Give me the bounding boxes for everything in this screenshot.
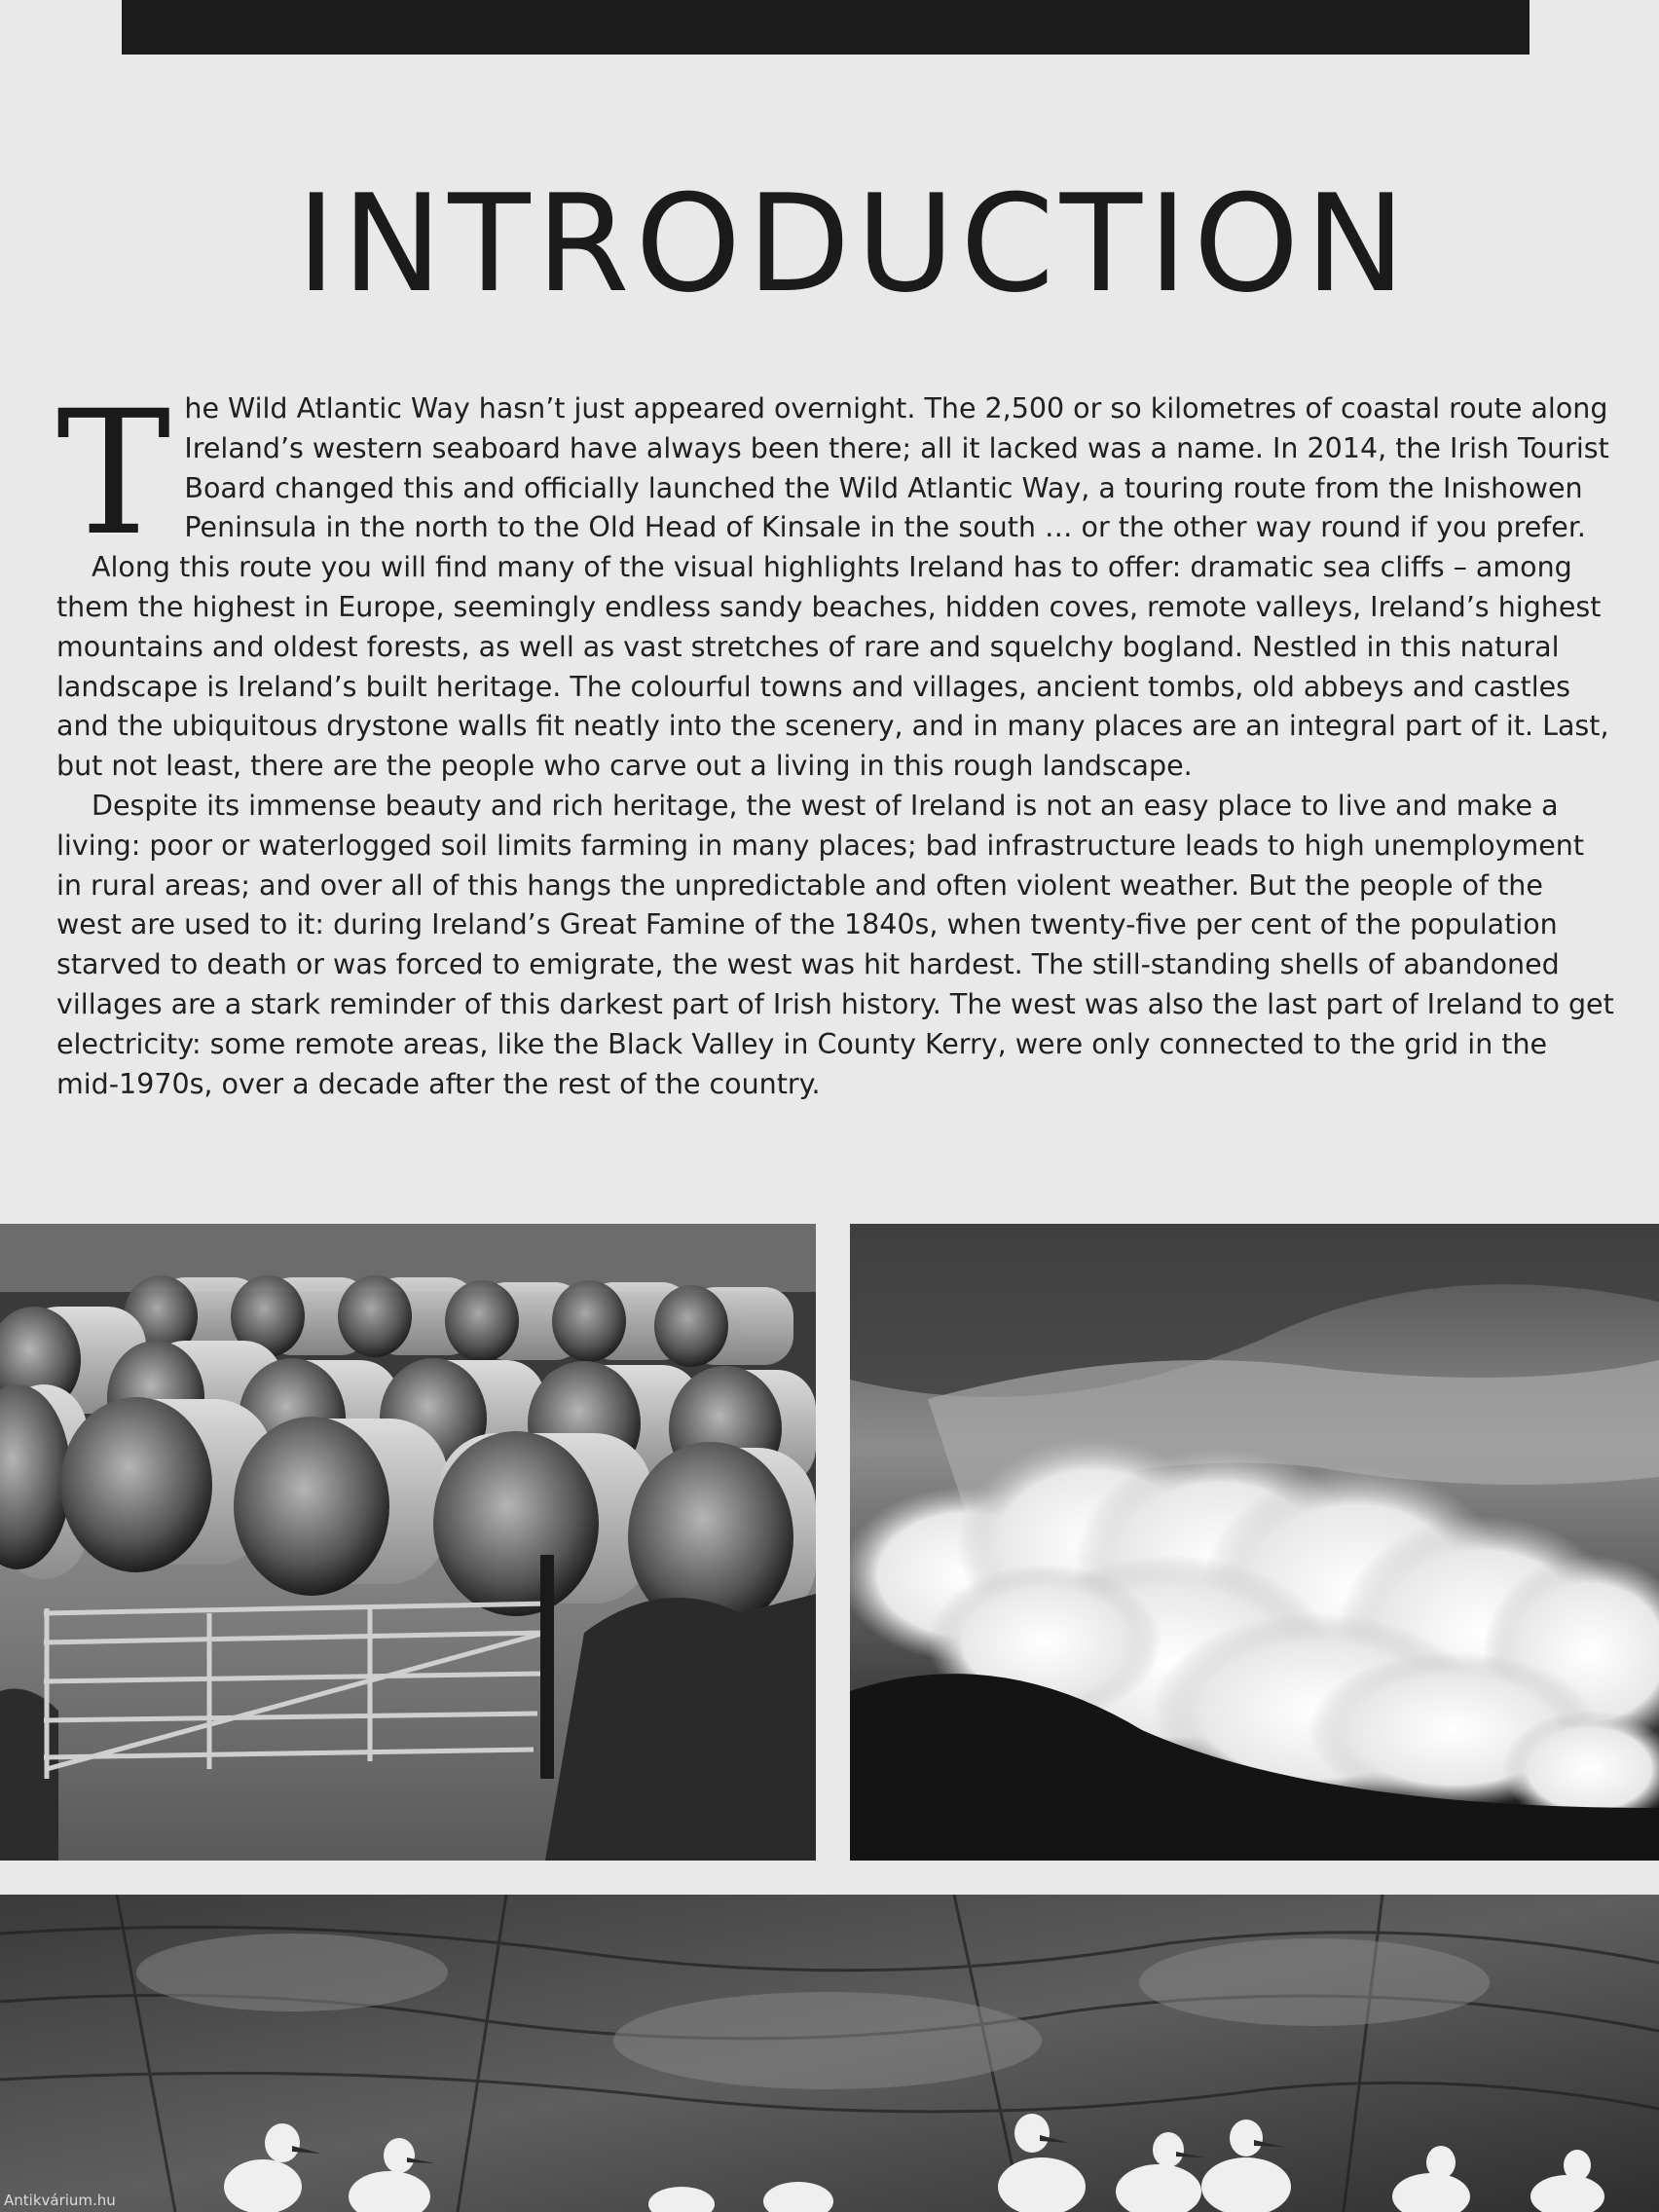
wave-photo: [850, 1224, 1659, 1861]
paragraph-2: Along this route you will find many of the visual highlights Ireland has to offer: dramatic sea cliffs – among them the highest in Europe, seemingly endless sandy beaches, hidden coves, remote valleys, Ireland’s highest mountains and oldest forests, as well as vast stretches of rare and squelchy bogland. Nestled in this natural landscape is Ireland’s built heritage. The colourful towns and villages, ancient tombs, old abbeys and castles and the ubiquitous drystone walls fit neatly into the scenery, and in many places are an integral part of it. Last, but not least, there are the people who carve out a living in this rough landscape.: [56, 551, 1609, 783]
hay-bales-photo: [0, 1224, 816, 1861]
gannets-image: [0, 1895, 1659, 2212]
watermark: Antikvárium.hu: [4, 2192, 116, 2209]
hay-bales-image: [0, 1224, 816, 1861]
paragraph-1-text: he Wild Atlantic Way hasn’t just appeared overnight. The 2,500 or so kilometres of coastal route along Ireland’s western seaboard have always been there; all it lacked was a name. In 2014, the Irish Tourist Board changed this and officially launched the Wild Atlantic Way, a touring route from the Inishowen Peninsula in the north to the Old Head of Kinsale in the south … or the other way round if you prefer.: [184, 392, 1609, 544]
wave-image: [850, 1224, 1659, 1861]
paragraph-3: Despite its immense beauty and rich heritage, the west of Ireland is not an easy place to live and make a living: poor or waterlogged soil limits farming in many places; bad infrastructure leads to high unemployment in rural areas; and over all of this hangs the unpredictable and often violent weather. But the people of the west are used to it: during Ireland’s Great Famine of the 1840s, when twenty-five per cent of the population starved to death or was forced to emigrate, the west was hit hardest. The still-standing shells of abandoned villages are a stark reminder of this darkest part of Irish history. The west was also the last part of Ireland to get electricity: some remote areas, like the Black Valley in County Kerry, were only connected to the grid in the mid-1970s, over a decade after the rest of the country.: [56, 789, 1614, 1100]
article-body: [56, 374, 1614, 1104]
header-bar: [122, 0, 1530, 55]
gannets-photo: [0, 1895, 1659, 2212]
drop-cap: T: [56, 374, 171, 573]
page-title: INTRODUCTION: [296, 166, 1412, 322]
paragraph-1: [56, 374, 1614, 573]
